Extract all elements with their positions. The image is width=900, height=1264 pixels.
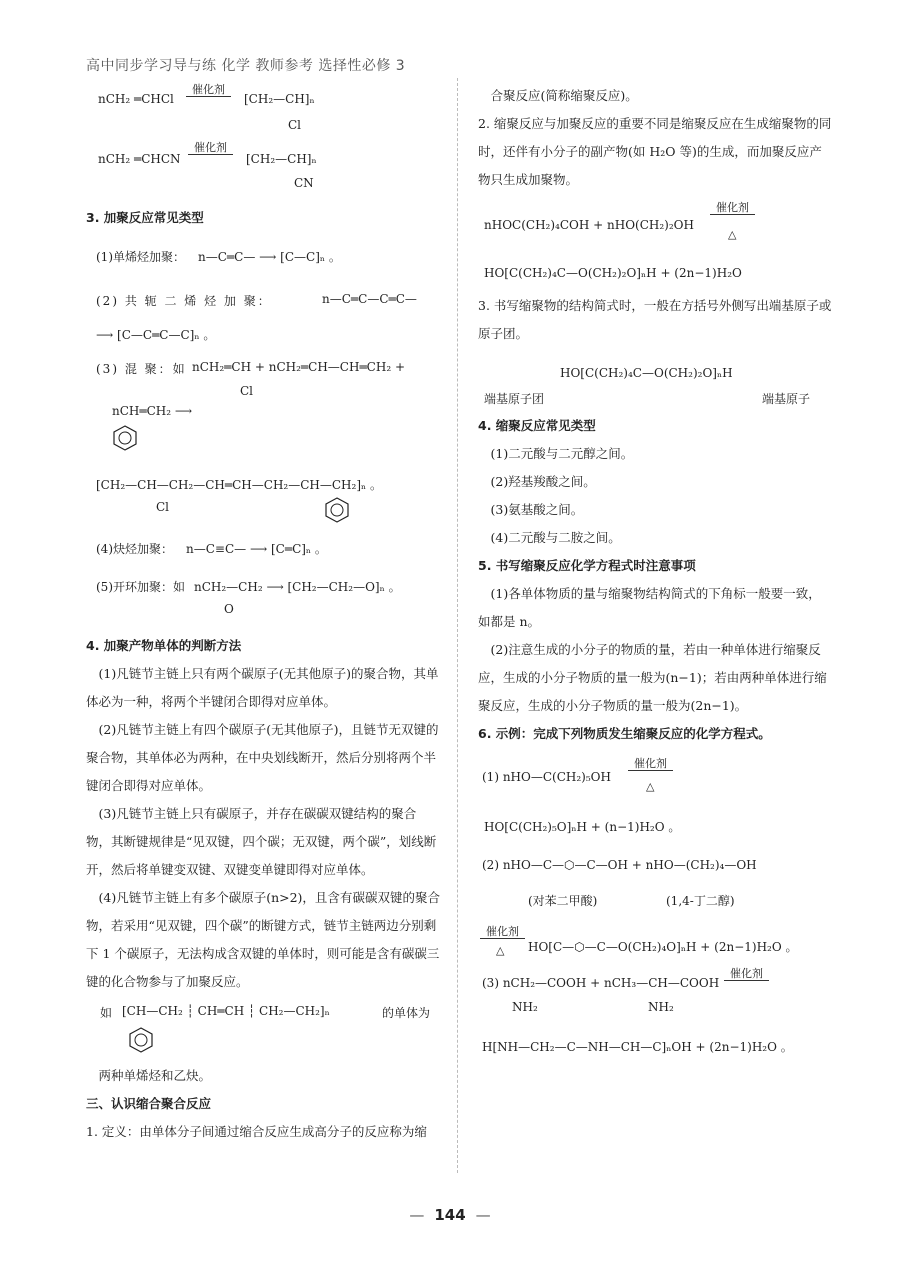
- reactant-name: (对苯二甲酸): [528, 894, 598, 908]
- section-4-heading: 4. 加聚产物单体的判断方法: [86, 638, 242, 653]
- type-3-product: [86, 468, 441, 528]
- item-formula-product: ⟶ [C—C═C—C]ₙ 。: [96, 328, 216, 342]
- column-divider: [457, 78, 458, 1173]
- type-item: (4)二元酸与二胺之间。: [490, 530, 621, 545]
- example-formula: [CH—CH₂ ┆ CH═CH ┆ CH₂—CH₂]ₙ: [122, 1004, 330, 1018]
- equation-vinyl-chloride: [86, 82, 441, 136]
- example-2-names: [478, 884, 833, 918]
- page-number-value: 144: [434, 1206, 466, 1224]
- section-5-heading: 5. 书写缩聚反应化学方程式时注意事项: [478, 558, 696, 573]
- type-5-ring-opening: [86, 568, 441, 624]
- item-formula: n—C≡C— ⟶ [C═C]ₙ 。: [186, 542, 327, 556]
- example-rhs: H[NH—CH₂—C—NH—CH—C]ₙOH + (2n−1)H₂O 。: [482, 1040, 793, 1054]
- end-group-paragraph: 3. 书写缩聚物的结构简式时，一般在方括号外侧写出端基原子或原子团。: [478, 298, 832, 341]
- definition-continuation: 合聚反应(简称缩聚反应)。: [490, 88, 638, 103]
- left-column: [86, 82, 441, 1146]
- eq-condition: 催化剂: [188, 142, 233, 155]
- item-label: (4)炔烃加聚：: [96, 542, 173, 556]
- eq-rhs: [CH₂—CH]ₙ: [244, 92, 315, 106]
- equation-polyester: [478, 194, 833, 246]
- section-3b-heading: 三、认识缩合聚合反应: [86, 1096, 212, 1111]
- difference-paragraph: 2. 缩聚反应与加聚反应的重要不同是缩聚反应在生成缩聚物的同时，还伴有小分子的副产物(如 H₂O 等)的生成，而加聚反应产物只生成加聚物。: [478, 116, 832, 187]
- type-item: (1)二元酸与二元醇之间。: [490, 446, 634, 461]
- example-prefix: 如: [100, 1006, 113, 1020]
- type-item: (2)羟基羧酸之间。: [490, 474, 596, 489]
- item-substituent: Cl: [240, 384, 254, 398]
- equation-polyester-product: [478, 246, 833, 292]
- page-number: [0, 1206, 900, 1224]
- type-3-copolymer: [86, 350, 441, 396]
- type-3-styrene: [86, 396, 441, 468]
- example-1-product: [478, 798, 833, 844]
- example-suffix: 的单体为: [382, 1006, 431, 1020]
- item-substituent: Cl: [156, 500, 170, 514]
- item-substituent: O: [224, 602, 234, 616]
- example-lhs: (3) nCH₂—COOH + nCH₃—CH—COOH: [482, 976, 720, 990]
- item-formula: nCH₂—CH₂ ⟶ [CH₂—CH₂—O]ₙ 。: [194, 580, 401, 594]
- amino-group: NH₂: [648, 1000, 674, 1014]
- type-item: (3)氨基酸之间。: [490, 502, 584, 517]
- eq-condition: 催化剂: [710, 202, 755, 215]
- item-formula: n—C═C— ⟶ [C—C]ₙ 。: [198, 250, 341, 264]
- definition-paragraph: 1. 定义：由单体分子间通过缩合反应生成高分子的反应称为缩: [86, 1124, 427, 1139]
- eq-condition: 催化剂: [186, 84, 231, 97]
- example-rhs: HO[C—⬡—C—O(CH₂)₄O]ₙH + (2n−1)H₂O 。: [528, 940, 798, 954]
- type-2-diene: [86, 278, 441, 350]
- struct-formula: HO[C(CH₂)₄C—O(CH₂)₂O]ₙH: [560, 366, 733, 380]
- eq-rhs: HO[C(CH₂)₄C—O(CH₂)₂O]ₙH + (2n−1)H₂O: [484, 266, 742, 280]
- note-paragraph: (1)各单体物质的量与缩聚物结构简式的下角标一般要一致，如都是 n。: [478, 586, 821, 629]
- type-4-alkyne: [86, 528, 441, 568]
- section-4-heading-right: 4. 缩聚反应常见类型: [478, 418, 596, 433]
- eq-substituent: CN: [294, 176, 314, 190]
- benzene-ring-icon: [112, 424, 138, 455]
- item-formula-product: [CH₂—CH—CH₂—CH═CH—CH₂—CH—CH₂]ₙ 。: [96, 478, 383, 492]
- end-group-structure: [478, 348, 833, 412]
- example-polymer: [86, 996, 441, 1062]
- example-rhs: HO[C(CH₂)₅O]ₙH + (n−1)H₂O 。: [484, 820, 681, 834]
- benzene-ring-icon: [324, 496, 350, 527]
- section-6-heading: 6. 示例：完成下列物质发生缩聚反应的化学方程式。: [478, 726, 771, 741]
- eq-lhs: nCH₂ ═CHCl: [98, 92, 174, 106]
- item-formula-styrene: nCH═CH₂ ⟶: [112, 404, 193, 418]
- note-paragraph: (2)注意生成的小分子的物质的量，若由一种单体进行缩聚反应，生成的小分子物质的量一般为(n−1)；若由两种单体进行缩聚反应，生成的小分子物质的量一般为(2n−1)。: [478, 642, 827, 713]
- equation-acrylonitrile: [86, 136, 441, 192]
- type-1-alkene: [86, 232, 441, 278]
- item-formula: nCH₂═CH + nCH₂═CH—CH═CH₂ +: [192, 360, 405, 374]
- item-label: (5)开环加聚：如: [96, 580, 185, 594]
- eq-heat: △: [646, 780, 655, 793]
- eq-lhs: nCH₂ ═CHCN: [98, 152, 181, 166]
- item-label: (1)单烯烃加聚：: [96, 250, 185, 264]
- eq-rhs: [CH₂—CH]ₙ: [246, 152, 317, 166]
- item-label: (2) 共 轭 二 烯 烃 加 聚：: [96, 294, 272, 308]
- eq-substituent: Cl: [288, 118, 302, 132]
- example-3-product: [478, 1020, 833, 1064]
- example-lhs: (1) nHO—C(CH₂)₅OH: [482, 770, 611, 784]
- end-group-left-label: 端基原子团: [484, 392, 545, 406]
- right-column: [478, 82, 833, 1064]
- item-label: (3) 混 聚：如: [96, 362, 187, 376]
- example-1: [478, 748, 833, 798]
- end-group-right-label: 端基原子: [762, 392, 811, 406]
- page-dash: —: [409, 1206, 425, 1224]
- eq-condition: 催化剂: [724, 968, 769, 981]
- rule-paragraph: (2)凡链节主链上有四个碳原子(无其他原子)，且链节无双键的聚合物，其单体必为两种，在中央划线断开，然后分别将两个半键闭合即得对应单体。: [86, 722, 439, 793]
- example-answer: 两种单烯烃和乙炔。: [98, 1068, 212, 1083]
- rule-paragraph: (1)凡链节主链上只有两个碳原子(无其他原子)的聚合物，其单体必为一种，将两个半键闭合即得对应单体。: [86, 666, 439, 709]
- page-dash: —: [475, 1206, 491, 1224]
- eq-condition: 催化剂: [628, 758, 673, 771]
- eq-lhs: nHOC(CH₂)₄COH + nHO(CH₂)₂OH: [484, 218, 694, 232]
- example-3: [478, 968, 833, 1020]
- example-2: [478, 844, 833, 884]
- eq-heat: △: [728, 228, 737, 241]
- rule-paragraph: (4)凡链节主链上有多个碳原子(n>2)，且含有碳碳双键的聚合物，若采用“见双键，四个碳”的断键方式，链节主链两边分别剩下 1 个碳原子，无法构成含双键的单体时，则可能是含有碳碳三键的化合物参与了加聚反应。: [86, 890, 440, 989]
- running-header: 高中同步学习导与练 化学 教师参考 选择性必修 3: [86, 58, 406, 74]
- amino-group: NH₂: [512, 1000, 538, 1014]
- example-lhs: (2) nHO—C—⬡—C—OH + nHO—(CH₂)₄—OH: [482, 858, 757, 872]
- section-3-heading: 3. 加聚反应常见类型: [86, 210, 204, 225]
- eq-heat: △: [496, 944, 505, 957]
- rule-paragraph: (3)凡链节主链上只有碳原子，并存在碳碳双键结构的聚合物，其断键规律是“见双键，四个碳；无双键，两个碳”，划线断开，然后将单键变双键、双键变单键即得对应单体。: [86, 806, 437, 877]
- reactant-name: (1,4-丁二醇): [666, 894, 735, 908]
- item-formula: n—C═C—C═C—: [322, 292, 417, 306]
- example-2-product: [478, 918, 833, 968]
- benzene-ring-icon: [128, 1026, 154, 1057]
- eq-condition: 催化剂: [480, 926, 525, 939]
